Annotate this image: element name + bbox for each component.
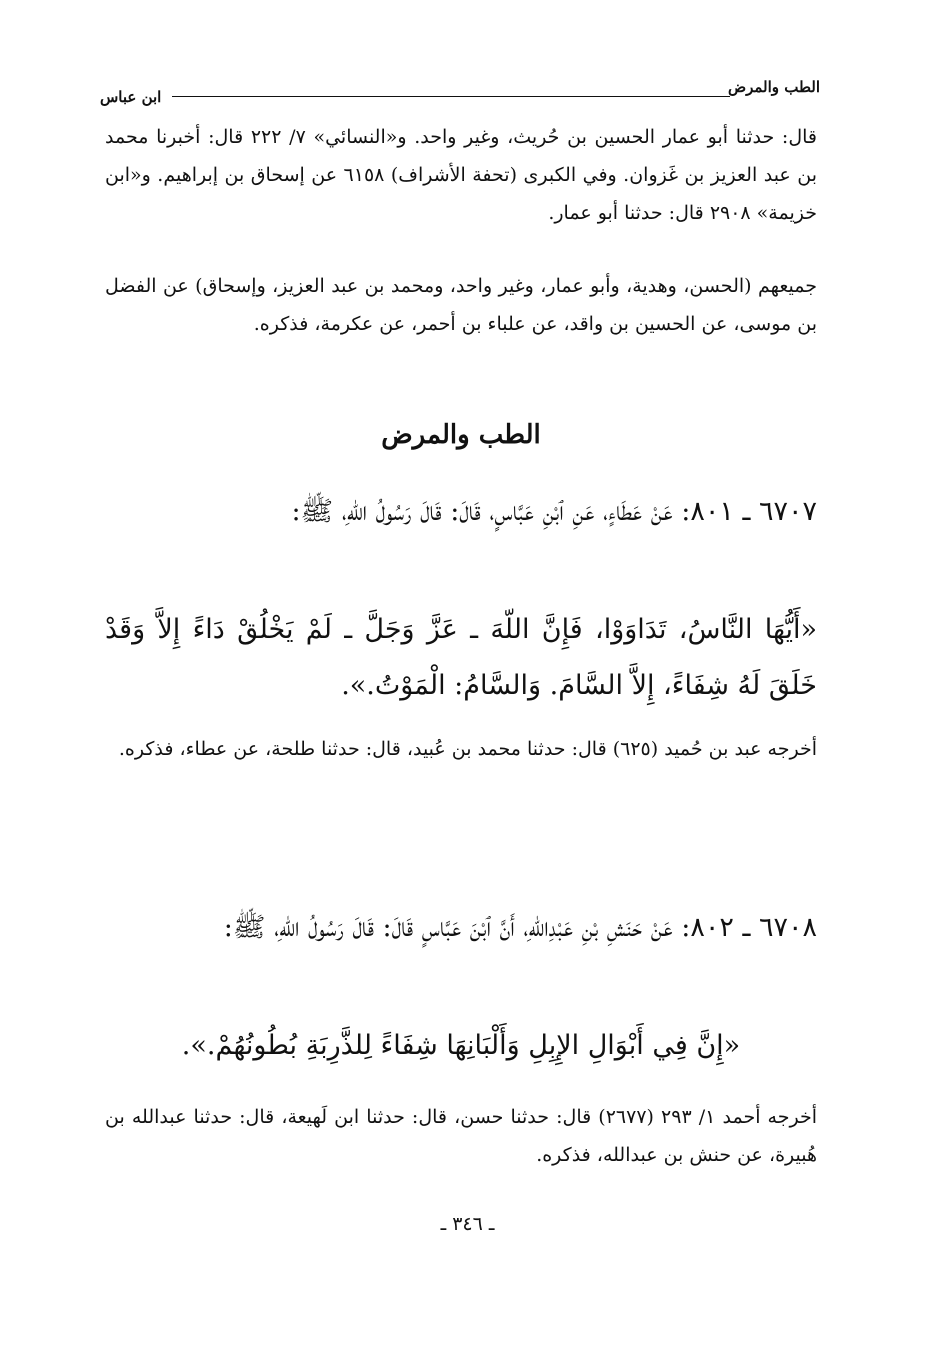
hadith-6708-text: «إِنَّ فِي أَبْوَالِ الإِبِلِ وَأَلْبَانِهَا شِفَاءً لِلذَّرِبَةِ بُطُونُهُمْ.». [181,1030,741,1061]
hadith-6707-text: «أَيُّهَا النَّاسُ، تَدَاوَوْا، فَإِنَّ اللّهَ ـ عَزَّ وَجَلَّ ـ لَمْ يَخْلُقْ دَاءً إِلاَّ وَقَدْ خَلَقَ لَهُ شِفَاءً، إِلاَّ السَّامَ. وَالسَّامُ: الْمَوْتُ.». [105,614,817,701]
running-head-narrator: ابن عباس [100,88,162,106]
summary-note: جميعهم (الحسن، وهدية، وأبو عمار، وغير واحد، ومحمد بن عبد العزيز، وإسحاق) عن الفضل بن موسى، عن الحسين بن واقد، عن علباء بن أحمر، عن عكرمة، فذكره. [105,275,817,335]
running-head [100,74,820,106]
hadith-6708-intro: ٦٧٠٨ ـ ٨٠٢: عَنْ حَنَشِ بْنِ عَبْدِاللّهِ، أَنَّ ٱبْنَ عَبَّاسٍ قَالَ: قَالَ رَسُولُ اللّهِ، ﷺ: [223,912,817,943]
page-number: ـ ٣٤٦ ـ [440,1213,495,1235]
hadith-6707-intro: ٦٧٠٧ ـ ٨٠١: عَنْ عَطَاءٍ، عَنِ ٱبْنِ عَبَّاسٍ، قَالَ: قَالَ رَسُولُ اللّهِ، ﷺ: [291,496,817,527]
hadith-6707-takhrij: أخرجه عبد بن حُميد (٦٢٥) قال: حدثنا محمد بن عُبيد، قال: حدثنا طلحة، عن عطاء، فذكره. [118,738,817,760]
running-head-rule [172,96,730,97]
section-title: الطب والمرض [381,420,541,450]
hadith-6708-takhrij: أخرجه أحمد ١/ ٢٩٣ (٢٦٧٧) قال: حدثنا حسن، قال: حدثنا ابن لَهيعة، قال: حدثنا عبدالله بن هُبيرة، عن حنش بن عبدالله، فذكره. [105,1106,818,1166]
running-head-chapter: الطب والمرض [727,78,820,96]
top-note: قال: حدثنا أبو عمار الحسين بن حُريث، وغير واحد. و«النسائي» ٧/ ٢٢٢ قال: أخبرنا محمد بن عبد العزيز بن غَزوان. وفي الكبرى (تحفة الأشراف) ٦١٥٨ عن إسحاق بن إبراهيم. و«ابن خزيمة» ٢٩٠٨ قال: حدثنا أبو عمار. [105,126,818,224]
